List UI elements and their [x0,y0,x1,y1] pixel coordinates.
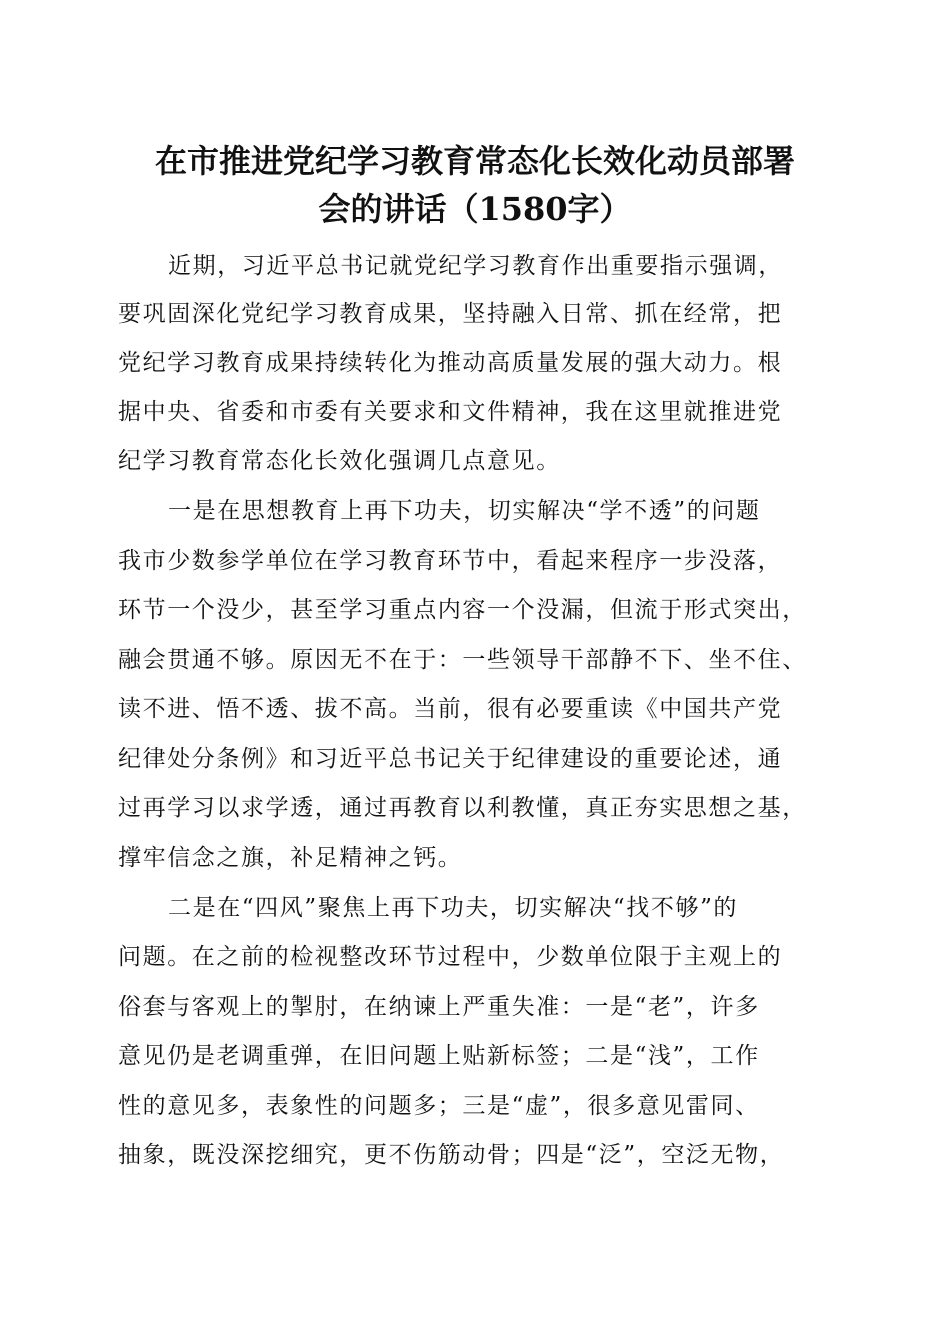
body-line: 环节一个没少，甚至学习重点内容一个没漏，但流于形式突出， [118,597,807,623]
document-title-line-1: 在市推进党纪学习教育常态化长效化动员部署 [154,142,795,180]
body-line: 一是在思想教育上再下功夫，切实解决“学不透”的问题 [168,498,761,524]
body-line: 撑牢信念之旗，补足精神之钙。 [118,845,463,871]
body-line: 过再学习以求学透，通过再教育以利教懂，真正夯实思想之基， [118,795,807,821]
body-line: 融会贯通不够。原因无不在于：一些领导干部静不下、坐不住、 [118,647,807,673]
body-line: 近期，习近平总书记就党纪学习教育作出重要指示强调， [168,253,783,279]
body-line: 读不进、悟不透、拔不高。当前，很有必要重读《中国共产党 [118,696,783,722]
body-line: 二是在“四风”聚焦上再下功夫，切实解决“找不够”的 [168,895,739,921]
document-title-line-2: 会的讲话（1580字） [318,190,632,228]
body-line: 性的意见多，表象性的问题多；三是“虚”，很多意见雷同、 [118,1093,760,1119]
body-line: 我市少数参学单位在学习教育环节中，看起来程序一步没落， [118,548,783,574]
body-line: 纪律处分条例》和习近平总书记关于纪律建设的重要论述，通 [118,746,783,772]
body-line: 纪学习教育常态化长效化强调几点意见。 [118,448,561,474]
body-line: 党纪学习教育成果持续转化为推动高质量发展的强大动力。根 [118,350,783,376]
body-line: 据中央、省委和市委有关要求和文件精神，我在这里就推进党 [118,399,783,425]
body-line: 意见仍是老调重弹，在旧问题上贴新标签；二是“浅”，工作 [118,1043,760,1069]
body-line: 问题。在之前的检视整改环节过程中，少数单位限于主观上的 [118,944,783,970]
body-line: 俗套与客观上的掣肘，在纳谏上严重失准：一是“老”，许多 [118,994,760,1020]
body-line: 要巩固深化党纪学习教育成果，坚持融入日常、抓在经常，把 [118,301,783,327]
body-line: 抽象，既没深挖细究，更不伤筋动骨；四是“泛”，空泛无物， [118,1142,785,1168]
